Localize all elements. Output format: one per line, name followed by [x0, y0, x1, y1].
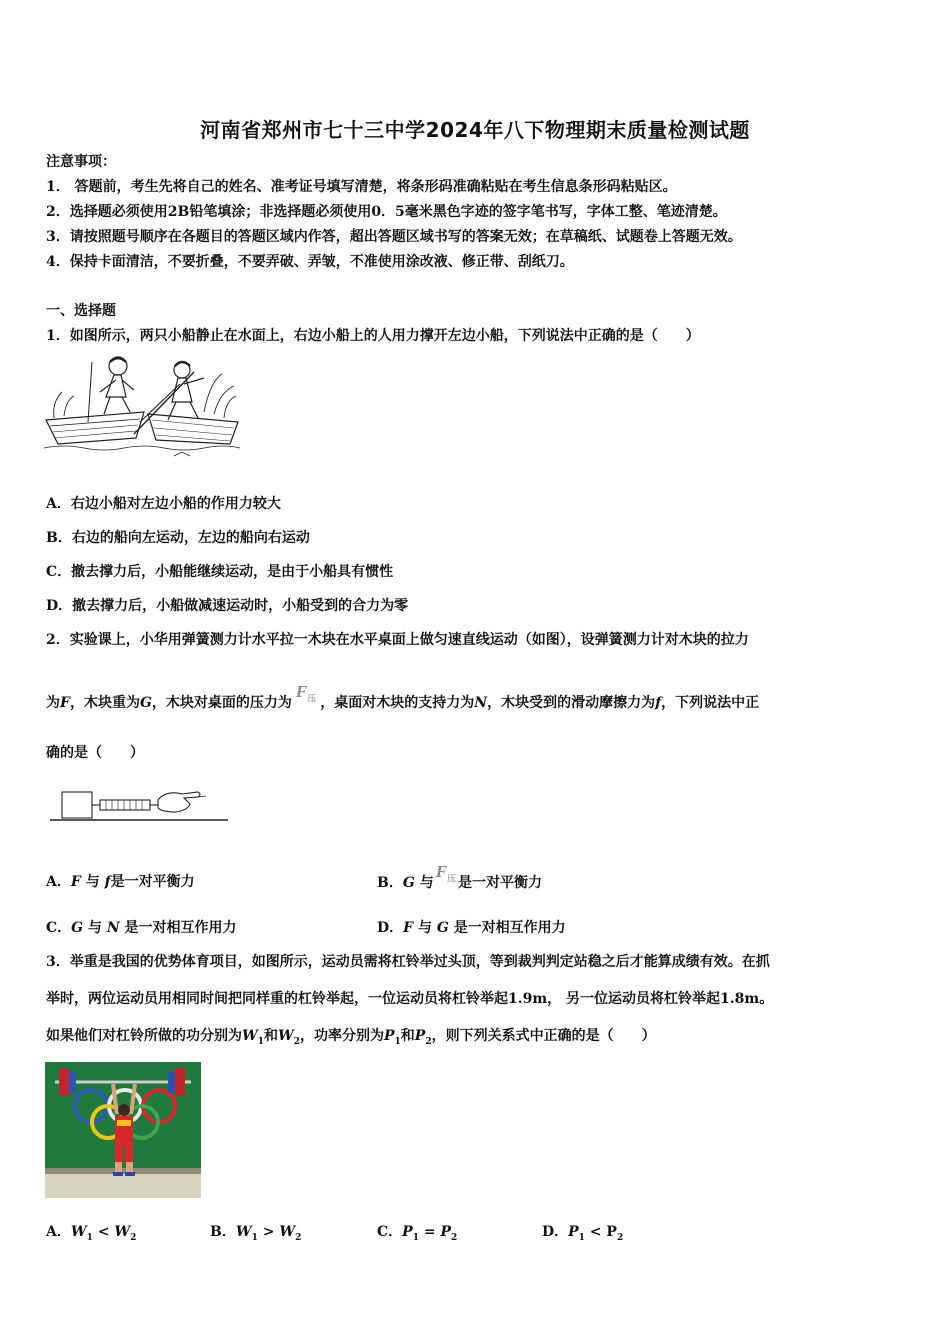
- q1-stem: 1．如图所示，两只小船静止在水面上，右边小船上的人用力撑开左边小船，下列说法中正确的是（ ）: [46, 328, 700, 344]
- notice-heading: 注意事项：: [46, 154, 116, 170]
- q3-option-c: C．$P_1 = P_2$: [377, 1224, 458, 1243]
- q2-stem-line2: 为F，木块重为G，木块对桌面的压力为$F_压$ ，桌面对木块的支持力为N，木块受到的滑动摩擦力为f，下列说法中正: [46, 682, 760, 711]
- q2-option-a: A．F 与 f是一对平衡力: [46, 874, 195, 890]
- q2-option-d: D．F 与 G 是一对相互作用力: [377, 920, 566, 936]
- q3-option-b: B．$W_1 > W_2$: [210, 1224, 302, 1243]
- q3-stem-line2: 举时，两位运动员用相同时间把同样重的杠铃举起，一位运动员将杠铃举起1.9m， 另一位运动员将杠铃举起1.8m。: [46, 991, 774, 1007]
- barbell-plate: [69, 1071, 76, 1093]
- q1-option-b: B．右边的船向左运动，左边的船向右运动: [46, 530, 310, 546]
- q3-option-d: D．$P_1 < P_2$: [542, 1224, 624, 1243]
- left-boat: [46, 412, 144, 444]
- section-heading: 一、选择题: [46, 303, 116, 319]
- q2-option-c: C．G 与 N 是一对相互作用力: [46, 920, 237, 936]
- q3-weightlifter-photo: [45, 1062, 201, 1198]
- spring-scale: [100, 800, 150, 810]
- barbell-plate: [175, 1068, 185, 1096]
- q3-option-a: A．$W_1 < W_2$: [46, 1224, 137, 1243]
- notice-item: 2．选择题必须使用2B铅笔填涂；非选择题必须使用0．5毫米黑色字迹的签字笔书写，字体工整、笔迹清楚。: [46, 204, 727, 220]
- notice-item: 1． 答题前，考生先将自己的姓名、准考证号填写清楚，将条形码准确粘贴在考生信息条形码粘贴区。: [46, 179, 677, 195]
- page-title: 河南省郑州市七十三中学2024年八下物理期末质量检测试题: [200, 118, 750, 142]
- q3-stem-line1: 3．举重是我国的优势体育项目，如图所示，运动员需将杠铃举过头顶，等到裁判判定站稳之后才能算成绩有效。在抓: [46, 954, 770, 970]
- q2-stem-line3: 确的是（ ）: [46, 745, 144, 761]
- q1-boats-figure: [44, 352, 240, 460]
- right-boat: [148, 414, 238, 444]
- q2-option-b: B．G 与$F_压$ 是一对平衡力: [377, 862, 543, 891]
- q2-spring-scale-figure: [48, 782, 230, 826]
- q2-stem-line1: 2．实验课上，小华用弹簧测力计水平拉一木块在水平桌面上做匀速直线运动（如图），设弹簧测力计对木块的拉力: [46, 632, 749, 648]
- hand: [158, 792, 200, 812]
- q1-option-a: A．右边小船对左边小船的作用力较大: [46, 496, 281, 512]
- wood-block: [62, 792, 92, 818]
- notice-item: 4．保持卡面清洁，不要折叠，不要弄破、弄皱，不准使用涂改液、修正带、刮纸刀。: [46, 254, 574, 270]
- q3-stem-line3: 如果他们对杠铃所做的功分别为$W_1$和$W_2$，功率分别为$P_1$和$P_2$，则下列关系式中正确的是（ ）: [46, 1028, 656, 1047]
- q1-option-c: C．撤去撑力后，小船能继续运动，是由于小船具有惯性: [46, 564, 394, 580]
- q1-option-d: D．撤去撑力后，小船做减速运动时，小船受到的合力为零: [46, 598, 409, 614]
- barbell-plate: [59, 1068, 69, 1096]
- f-press-symbol: $F_压$: [295, 682, 317, 704]
- barbell-plate: [168, 1071, 175, 1093]
- f-press-symbol: $F_压$: [435, 862, 457, 884]
- notice-item: 3．请按照题号顺序在各题目的答题区域内作答，超出答题区域书写的答案无效；在草稿纸、试题卷上答题无效。: [46, 229, 742, 245]
- push-pole: [134, 372, 194, 434]
